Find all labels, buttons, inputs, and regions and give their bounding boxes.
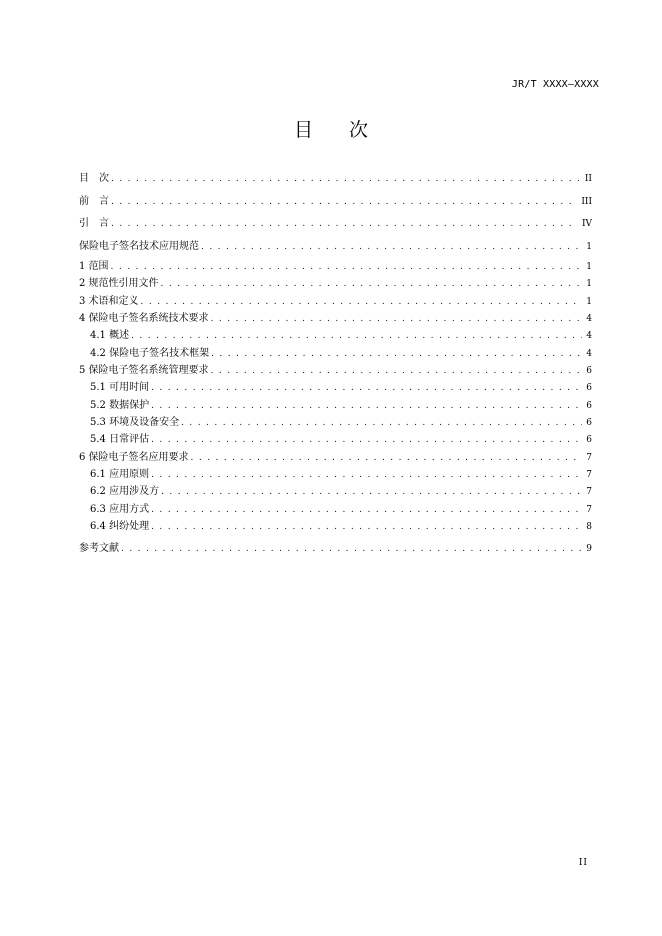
toc-dot-leader [151,398,582,414]
toc-entry-label: 6.2 应用涉及方 [90,486,160,498]
toc-page-number: IV [581,219,592,229]
toc-page-number: 7 [586,452,592,463]
toc-entry-label: 6.4 纠纷处理 [90,521,150,533]
toc-entry-label: 6 保险电子签名应用要求 [79,451,189,463]
toc-entry-label: 6.3 应用方式 [90,503,150,515]
toc-dot-leader [111,168,581,191]
toc-page-number: 7 [586,470,592,481]
toc-entry-section-2[interactable] [79,275,592,292]
toc-dot-leader [161,484,582,500]
toc-entry-label: 保险电子签名技术应用规范 [79,240,199,252]
toc-entry-label: 目 次 [79,173,109,184]
toc-page-number: 4 [586,348,592,359]
toc-entry-section-6-2[interactable] [79,483,592,500]
toc-entry-section-4-1[interactable] [79,327,592,344]
toc-entry-section-5-1[interactable] [79,379,592,396]
toc-entry-contents[interactable] [79,168,592,191]
toc-dot-leader [211,363,583,379]
toc-entry-label: 4.2 保险电子签名技术框架 [90,347,210,359]
toc-entry-section-4-2[interactable] [79,345,592,362]
toc-dot-leader [181,415,582,431]
toc-dot-leader [191,450,583,466]
toc-entry-label: 5.1 可用时间 [90,382,150,394]
toc-page-number: 6 [586,366,592,377]
toc-entry-document-title[interactable] [79,236,592,259]
toc-entry-bibliography[interactable] [79,540,592,557]
page-title: 目次 [293,119,404,141]
toc-entry-section-5-4[interactable] [79,431,592,448]
toc-page-number: 7 [586,504,592,515]
toc-page-number: II [584,174,592,184]
page-number: II [578,858,588,868]
toc-entry-label: 5.2 数据保护 [90,399,150,411]
toc-page-number: 6 [586,383,592,394]
toc-dot-leader [211,346,582,362]
toc-page-number: 1 [586,296,592,307]
toc-dot-leader [111,259,583,275]
toc-dot-leader [131,328,582,344]
toc-page-number: 6 [586,418,592,429]
toc-entry-section-1[interactable] [79,258,592,275]
toc-entry-foreword[interactable] [79,191,592,214]
toc-page-number: 7 [586,487,592,498]
toc-page-number: 1 [586,279,592,290]
toc-dot-leader [151,432,582,448]
toc-page-number: 6 [586,400,592,411]
toc-dot-leader [121,541,582,557]
toc-page-number: 4 [586,314,592,325]
toc-entry-label: 5 保险电子签名系统管理要求 [79,365,209,377]
toc-page-number: 4 [586,331,592,342]
table-of-contents [79,168,592,557]
toc-entry-section-5[interactable] [79,362,592,379]
toc-page-number: 8 [586,522,592,533]
toc-entry-section-6[interactable] [79,449,592,466]
toc-entry-introduction[interactable] [79,213,592,236]
toc-page-number: 6 [586,435,592,446]
toc-dot-leader [151,467,582,483]
toc-entry-label: 1 范围 [79,261,109,272]
toc-entry-label: 前 言 [79,195,109,207]
toc-entry-section-3[interactable] [79,293,592,310]
toc-page-number: 1 [586,241,592,252]
toc-entry-label: 参考文献 [79,542,119,554]
toc-entry-section-5-3[interactable] [79,414,592,431]
toc-entry-section-4[interactable] [79,310,592,327]
toc-dot-leader [151,519,582,535]
toc-entry-section-6-4[interactable] [79,518,592,535]
toc-page-number: 1 [586,262,592,272]
toc-entry-section-5-2[interactable] [79,397,592,414]
toc-entry-label: 5.3 环境及设备安全 [90,417,180,429]
toc-entry-label: 5.4 日常评估 [90,434,150,446]
toc-entry-label: 引 言 [79,218,109,229]
document-code: JR/T XXXX—XXXX [511,79,599,90]
toc-dot-leader [151,502,582,518]
toc-entry-label: 4.1 概述 [90,330,130,342]
toc-dot-leader [201,236,582,259]
toc-entry-label: 2 规范性引用文件 [79,278,159,290]
toc-dot-leader [111,191,577,214]
toc-dot-leader [161,276,583,292]
toc-entry-section-6-3[interactable] [79,501,592,518]
toc-page-number: 9 [586,543,592,554]
toc-dot-leader [211,311,583,327]
toc-dot-leader [151,380,582,396]
toc-page-number: III [581,196,592,207]
toc-entry-label: 4 保险电子签名系统技术要求 [79,313,209,325]
toc-dot-leader [111,213,578,236]
toc-entry-label: 3 术语和定义 [79,295,139,307]
toc-entry-label: 6.1 应用原则 [90,469,150,481]
toc-dot-leader [141,294,583,310]
toc-entry-section-6-1[interactable] [79,466,592,483]
